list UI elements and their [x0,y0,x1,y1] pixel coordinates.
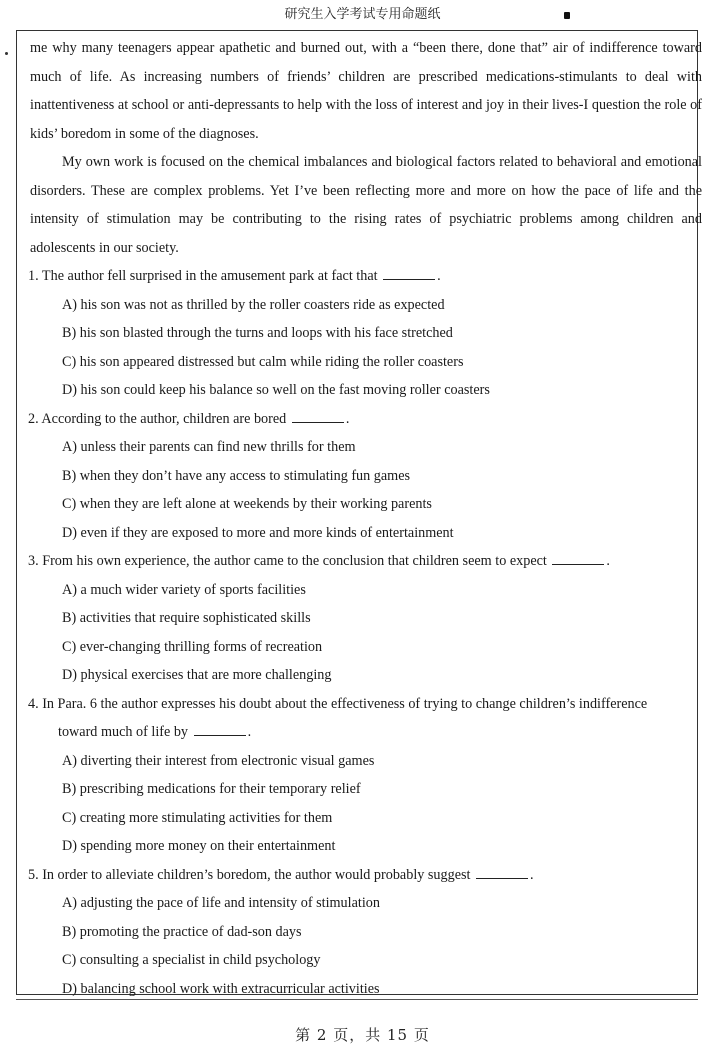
answer-option: B) his son blasted through the turns and loops with his face stretched [62,325,453,341]
answer-option: A) unless their parents can find new thrills for them [62,439,356,455]
answer-option: D) physical exercises that are more challenging [62,667,332,683]
answer-option: C) when they are left alone at weekends by their working parents [62,496,432,512]
answer-option: B) activities that require sophisticated skills [62,610,311,626]
answer-option: A) his son was not as thrilled by the roller coasters ride as expected [62,296,445,313]
answer-option: A) adjusting the pace of life and intensity of stimulation [62,895,380,911]
answer-option: D) his son could keep his balance so well on the fast moving roller coasters [62,382,490,398]
question-text: 1. The author fell surprised in the amusement park at fact that [28,268,378,284]
exam-paper-header [0,4,725,28]
answer-option: A) a much wider variety of sports facilities [62,581,306,598]
answer-option: B) prescribing medications for their temporary relief [62,781,361,797]
answer-option: D) even if they are exposed to more and more kinds of entertainment [62,524,454,541]
question-stem: 4. In Para. 6 the author expresses his doubt about the effectiveness of trying to change children’s indifference [28,695,648,712]
answer-option: D) spending more money on their entertainment [62,838,336,854]
question-stem: 2. According to the author, children are bored . [28,410,350,427]
passage-paragraph: me why many teenagers appear apathetic and burned out, with a “been there, done that” air of indifference toward much of life. As increasing numbers of friends’ children are prescribed medications-stimulants to deal with inattentiveness at school or anti-depressants to help with the loss of interest and joy in their lives-I question the role of kids’ boredom in some of the diagnoses. [30,40,702,142]
answer-blank [383,267,435,280]
question-stem: 1. The author fell surprised in the amusement park at fact that . [28,268,441,284]
answer-option: A) diverting their interest from electronic visual games [62,752,375,769]
passage-paragraph: My own work is focused on the chemical imbalances and biological factors related to behavioral and emotional disorders. These are complex problems. Yet I’ve been reflecting more and more on how the pace of life and the intensity of stimulation may be contributing to the rising rates of psychiatric problems among children and adolescents in our society. [30,154,702,256]
header-title: 研究生入学考试专用命题纸 [284,7,441,22]
margin-dot-mark [5,52,8,55]
answer-option: B) when they don’t have any access to stimulating fun games [62,467,411,484]
question-stem: 3. From his own experience, the author came to the conclusion that children seem to expect . [28,553,610,569]
answer-option: B) promoting the practice of dad-son days [62,923,302,940]
answer-option: C) creating more stimulating activities for them [62,809,333,826]
question-text: 5. In order to alleviate children’s boredom, the author would probably suggest [28,866,471,883]
answer-option: C) consulting a specialist in child psychology [62,952,321,968]
question-stem-continued: toward much of life by . [58,724,252,740]
question-text: 2. According to the author, children are bored [28,410,287,427]
question-text: 3. From his own experience, the author came to the conclusion that children seem to expect [28,553,547,569]
answer-blank [194,723,246,736]
page-number: 第 2 页，共 15 页 [295,1026,430,1044]
answer-option: D) balancing school work with extracurricular activities [62,980,380,997]
answer-option: C) his son appeared distressed but calm while riding the roller coasters [62,353,464,370]
answer-option: C) ever-changing thrilling forms of recreation [62,638,323,655]
answer-blank [552,552,604,565]
header-dot-mark [564,12,570,19]
question-text: toward much of life by [58,724,189,740]
answer-blank [292,410,344,423]
page-content [30,34,702,1003]
answer-blank [476,866,528,879]
question-stem: 5. In order to alleviate children’s boredom, the author would probably suggest . [28,866,534,883]
